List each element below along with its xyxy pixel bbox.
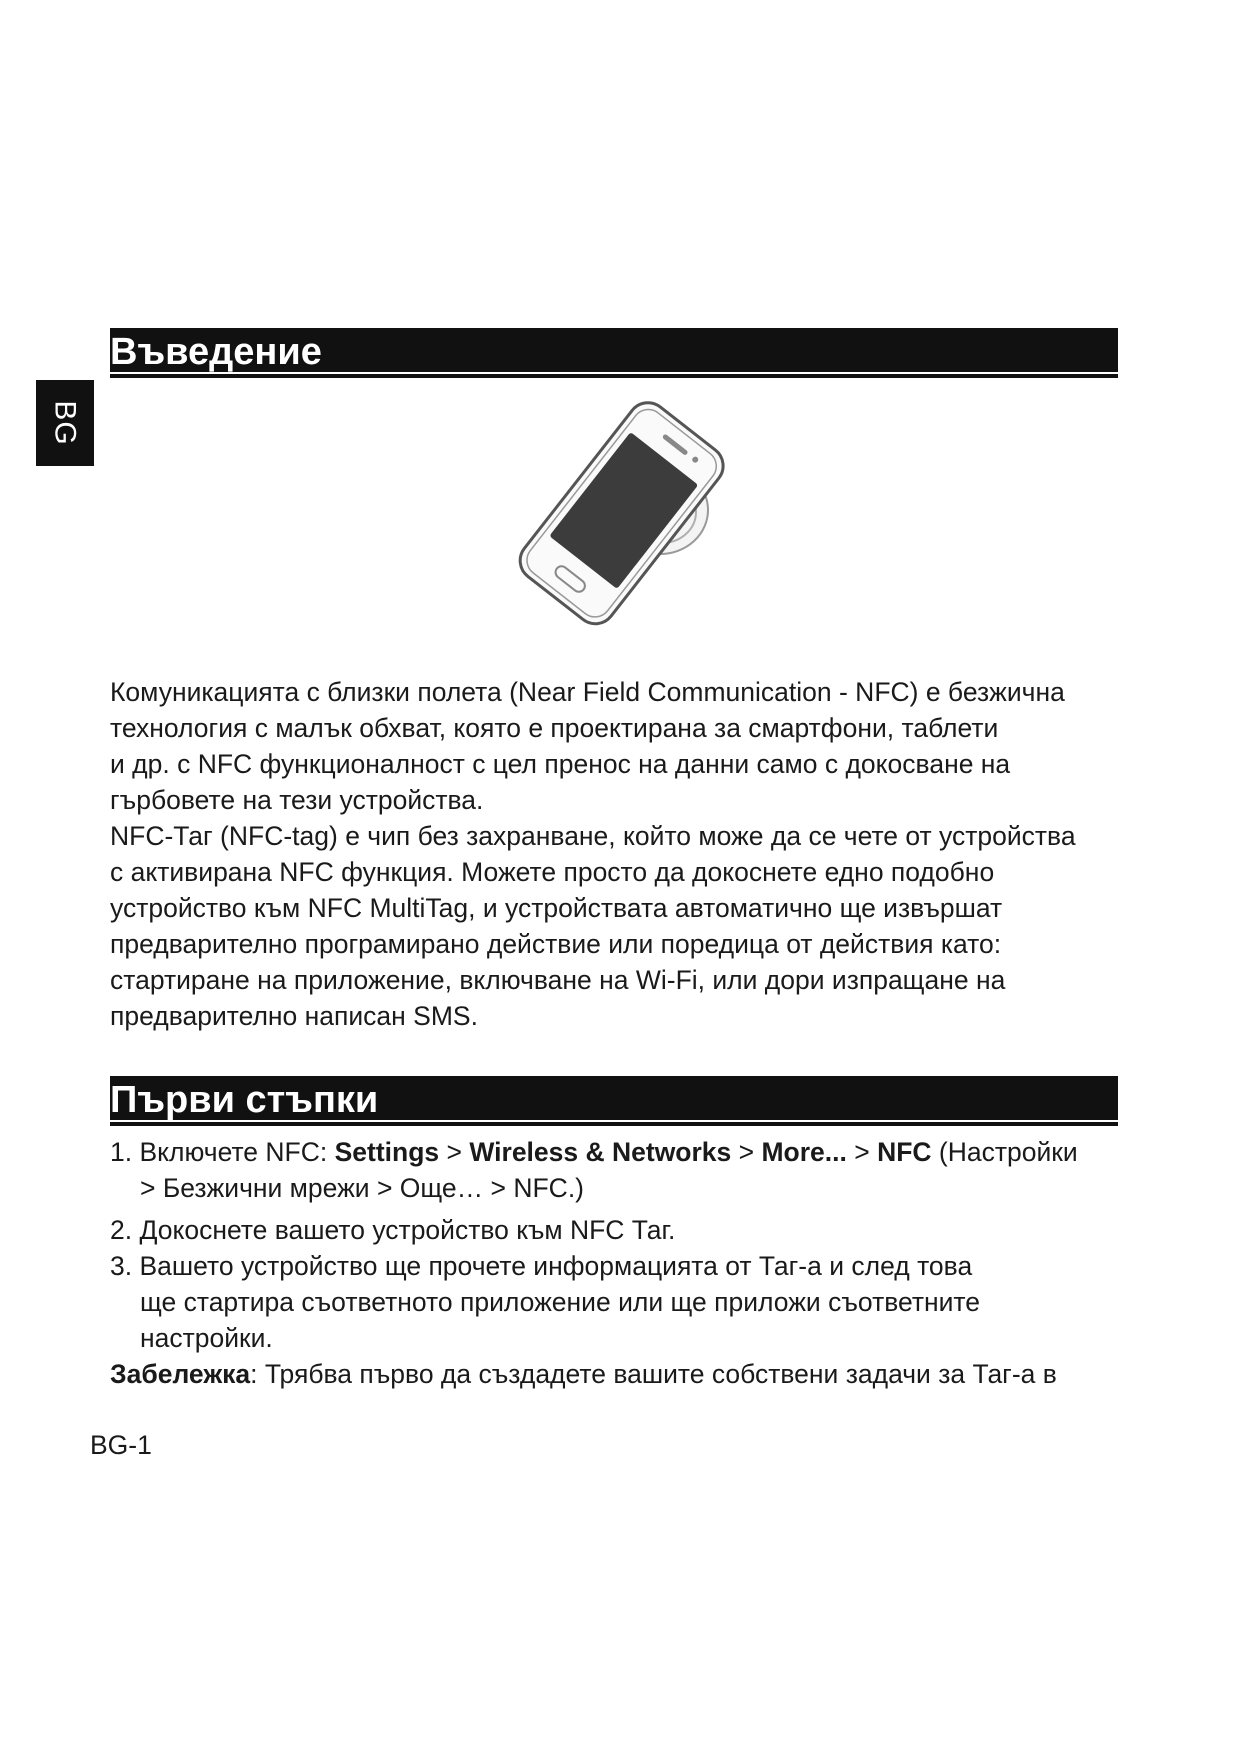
step-3-line-3: настройки. bbox=[140, 1323, 273, 1353]
language-side-tab-label: BG bbox=[48, 400, 82, 446]
intro-line: предварително програмирано действие или поредица от действия като: bbox=[110, 929, 1002, 959]
intro-line: предварително написан SMS. bbox=[110, 1001, 478, 1031]
step-1-separator: > bbox=[439, 1137, 470, 1167]
intro-line: Комуникацията с близки полета (Near Field Communication - NFC) е безжична bbox=[110, 677, 1065, 707]
step-2 bbox=[110, 1212, 1130, 1248]
step-1-settings: Settings bbox=[334, 1137, 440, 1167]
step-number: 2. bbox=[110, 1215, 133, 1245]
note-label: Забележка bbox=[110, 1359, 251, 1389]
step-3 bbox=[110, 1248, 1130, 1284]
intro-line: и др. с NFC функционалност с цел пренос на данни само с докосване на bbox=[110, 749, 1011, 779]
step-number: 3. bbox=[110, 1251, 133, 1281]
step-2-text: Докоснете вашето устройство към NFC Таг. bbox=[139, 1215, 676, 1245]
intro-line: технология с малък обхват, която е проектирана за смартфони, таблети bbox=[110, 713, 999, 743]
intro-line: с активирана NFC функция. Можете просто да докоснете едно подобно bbox=[110, 857, 995, 887]
step-1-separator: > bbox=[846, 1137, 878, 1167]
step-1-separator: > bbox=[731, 1137, 762, 1167]
getting-started-heading-rule bbox=[110, 1122, 1118, 1126]
getting-started-heading-bar bbox=[110, 1076, 1118, 1120]
intro-heading: Въведение bbox=[110, 331, 322, 373]
intro-heading-bar bbox=[110, 328, 1118, 372]
phone-tapping-nfc-tag-icon bbox=[490, 400, 730, 640]
step-1-line-2: > Безжични мрежи > Още… > NFC.) bbox=[140, 1173, 585, 1203]
step-3-line-2: ще стартира съответното приложение или ще приложи съответните bbox=[140, 1287, 980, 1317]
step-number: 1. bbox=[110, 1137, 133, 1167]
step-1-more: More... bbox=[761, 1137, 847, 1167]
intro-heading-rule bbox=[110, 374, 1118, 378]
step-1 bbox=[110, 1134, 1130, 1170]
page-number: BG-1 bbox=[90, 1430, 152, 1460]
note-text: : Трябва първо да създадете вашите собствени задачи за Таг-а в bbox=[250, 1359, 1057, 1389]
note bbox=[110, 1356, 1130, 1392]
steps-list bbox=[110, 1134, 1130, 1392]
step-1-wireless: Wireless & Networks bbox=[469, 1137, 732, 1167]
getting-started-heading: Първи стъпки bbox=[110, 1079, 379, 1121]
intro-paragraph bbox=[110, 674, 1130, 1034]
step-1-nfc: NFC bbox=[877, 1137, 932, 1167]
intro-line: стартиране на приложение, включване на Wi-Fi, или дори изпращане на bbox=[110, 965, 1006, 995]
intro-line: NFC-Таг (NFC-tag) е чип без захранване, който може да се чете от устройства bbox=[110, 821, 1076, 851]
step-1-prefix: Включете NFC: bbox=[139, 1137, 335, 1167]
intro-line: устройство към NFC MultiTag, и устройствата автоматично ще извършат bbox=[110, 893, 1003, 923]
step-1-suffix: (Настройки bbox=[931, 1137, 1078, 1167]
language-side-tab bbox=[36, 380, 94, 466]
intro-line: гърбовете на тези устройства. bbox=[110, 785, 484, 815]
step-3-line-1: Вашето устройство ще прочете информацията от Таг-а и след това bbox=[139, 1251, 973, 1281]
